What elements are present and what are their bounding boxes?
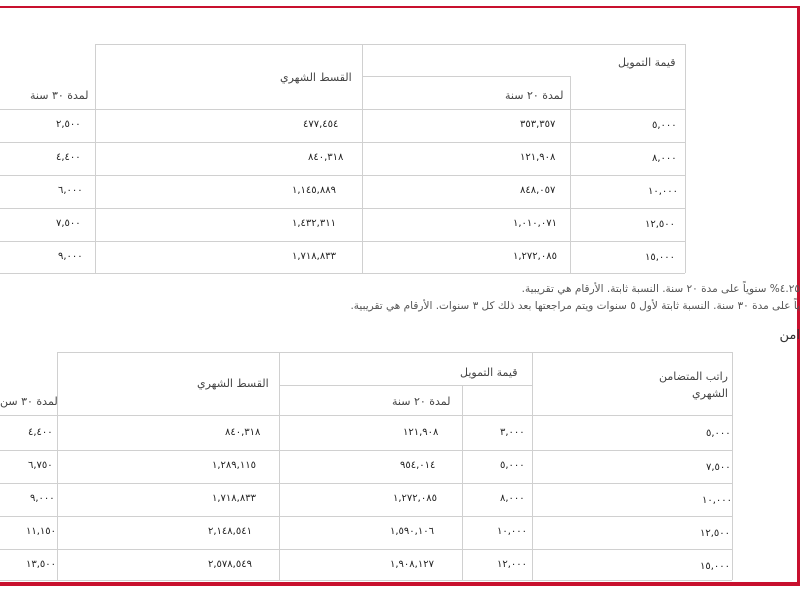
t1-m30: ٢,٥٠٠ xyxy=(56,119,81,130)
t2-financing: ١٢,٠٠٠ xyxy=(497,559,528,570)
t1-financing: ١٥,٠٠٠ xyxy=(645,252,676,263)
t2-salary: ١٥,٠٠٠ xyxy=(700,561,731,572)
header-20y-2: لمدة ٢٠ سنة xyxy=(392,395,451,408)
note-1: ٤.٢٥% سنوياً على مدة ٢٠ سنة. النسبة ثابتة. الأرقام هي تقريبية. xyxy=(521,283,800,295)
t1-m30: ٦,٠٠٠ xyxy=(58,185,83,196)
header-20y: لمدة ٢٠ سنة xyxy=(505,89,564,102)
t1-monthly: ١,٤٣٢,٣١١ xyxy=(292,218,336,229)
t2-monthly: ٢,١٤٨,٥٤١ xyxy=(208,526,252,537)
t2-m30: ١١,١٥٠ xyxy=(26,526,57,537)
t1-monthly: ٤٧٧,٤٥٤ xyxy=(303,119,339,130)
section-title: امن xyxy=(779,328,800,343)
t2-m20: ١,٢٧٢,٠٨٥ xyxy=(393,493,437,504)
t2-m30: ٦,٧٥٠ xyxy=(28,460,53,471)
t2-monthly: ١,٢٨٩,١١٥ xyxy=(212,460,256,471)
t2-monthly: ١,٧١٨,٨٣٣ xyxy=(212,493,256,504)
t1-m20: ١,٢٧٢,٠٨٥ xyxy=(513,251,557,262)
t2-m20: ١٢١,٩٠٨ xyxy=(403,427,439,438)
t2-m20: ١,٩٠٨,١٢٧ xyxy=(390,559,434,570)
t1-m20: ١٢١,٩٠٨ xyxy=(520,152,556,163)
t1-financing: ١٢,٥٠٠ xyxy=(645,219,676,230)
t1-m20: ٣٥٣,٣٥٧ xyxy=(520,119,556,130)
note-2: ياً على مدة ٣٠ سنة. النسبة ثابتة لأول ٥ سنوات ويتم مراجعتها بعد ذلك كل ٣ سنوات. الأرقام هي تقريبية. xyxy=(350,300,800,312)
t2-financing: ١٠,٠٠٠ xyxy=(497,526,528,537)
t1-m30: ٩,٠٠٠ xyxy=(58,251,83,262)
t1-monthly: ٨٤٠,٣١٨ xyxy=(308,152,344,163)
t2-monthly: ٨٤٠,٣١٨ xyxy=(225,427,261,438)
header-30y-2: لمدة ٣٠ سن xyxy=(0,395,58,408)
t2-m30: ٤,٤٠٠ xyxy=(28,427,53,438)
t2-financing: ٣,٠٠٠ xyxy=(500,427,525,438)
header-salary: راتب المتضامن الشهري xyxy=(659,370,728,400)
t1-m20: ٨٤٨,٠٥٧ xyxy=(520,185,556,196)
t2-salary: ١٠,٠٠٠ xyxy=(702,495,733,506)
t2-m20: ٩٥٤,٠١٤ xyxy=(400,460,436,471)
t1-m30: ٧,٥٠٠ xyxy=(56,218,81,229)
t2-m30: ٩,٠٠٠ xyxy=(30,493,55,504)
t1-financing: ٥,٠٠٠ xyxy=(652,120,677,131)
header-monthly: القسط الشهري xyxy=(280,71,352,84)
t1-monthly: ١,٧١٨,٨٣٣ xyxy=(292,251,336,262)
t1-m30: ٤,٤٠٠ xyxy=(56,152,81,163)
t1-financing: ١٠,٠٠٠ xyxy=(648,186,679,197)
t2-salary: ٧,٥٠٠ xyxy=(706,462,731,473)
t2-m20: ١,٥٩٠,١٠٦ xyxy=(390,526,434,537)
header-30y: لمدة ٣٠ سنة xyxy=(30,89,89,102)
t2-financing: ٨,٠٠٠ xyxy=(500,493,525,504)
t1-monthly: ١,١٤٥,٨٨٩ xyxy=(292,185,336,196)
header-monthly-2: القسط الشهري xyxy=(197,377,269,390)
t2-m30: ١٣,٥٠٠ xyxy=(26,559,57,570)
t2-salary: ١٢,٥٠٠ xyxy=(700,528,731,539)
header-financing: قيمة التمويل xyxy=(618,56,676,69)
t2-financing: ٥,٠٠٠ xyxy=(500,460,525,471)
t1-m20: ١,٠١٠,٠٧١ xyxy=(513,218,557,229)
t2-salary: ٥,٠٠٠ xyxy=(706,428,731,439)
t2-monthly: ٢,٥٧٨,٥٤٩ xyxy=(208,559,252,570)
t1-financing: ٨,٠٠٠ xyxy=(652,153,677,164)
header-financing-2: قيمة التمويل xyxy=(460,366,518,379)
